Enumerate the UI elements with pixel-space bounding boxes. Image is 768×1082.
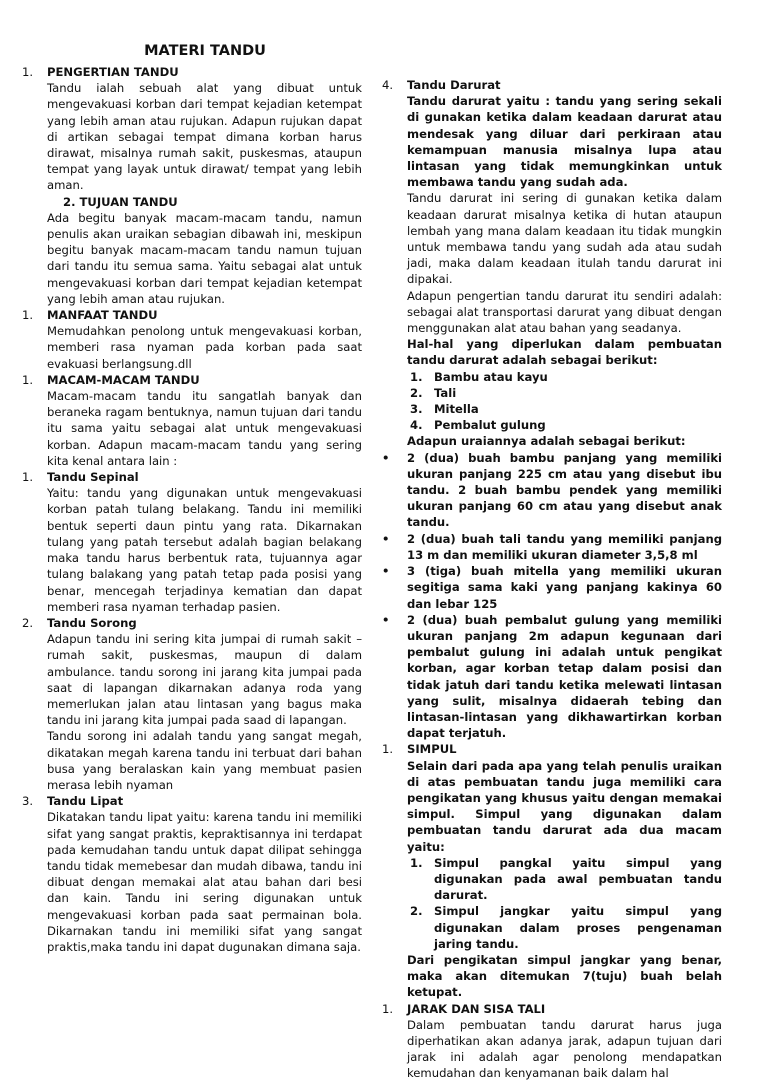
section-body: Tandu darurat ini sering di gunakan ketika dalam keadaan darurat misalnya ketika di hutan ataupun lembah yang mana dalam keadaan itu tidak mungkin untuk membawa tandu yang sudah ada atau sudah jadi, maka dalam keadaan itulah tandu darurat ini dipakai.	[407, 191, 722, 287]
bullet-text: 2 (dua) buah bambu panjang yang memiliki ukuran panjang 225 cm atau yang disebut ibu tandu. 2 buah bambu pendek yang memiliki ukuran panjang 60 cm atau yang disebut anak tandu.	[407, 450, 722, 530]
section-heading: SIMPUL	[407, 742, 457, 757]
bullet-item	[382, 450, 722, 531]
section-heading: Tandu Lipat	[47, 794, 124, 809]
section-bold-paragraph: Dari pengikatan simpul jangkar yang benar, maka akan ditemukan 7(tuju) buah belah ketupat.	[407, 952, 722, 1000]
section-simpul	[382, 741, 722, 1000]
section-bold-paragraph: Selain dari pada apa yang telah penulis uraikan di atas pembuatan tandu juga memiliki cara pengikatan yang khusus yaitu dengan memakai simpul. Simpul yang digunakan dalam pembuatan tandu darurat ada dua macam yaitu:	[407, 758, 722, 854]
section-heading: PENGERTIAN TANDU	[47, 65, 179, 79]
list-item	[407, 855, 722, 904]
section-body: Dalam pembuatan tandu darurat harus juga diperhatikan akan adanya jarak, adapun tujuan dari jarak ini adalah agar penolong mendapatkan kemudahan dan kenyamanan baik dalam hal	[407, 1017, 722, 1081]
section-tujuan	[0, 194, 362, 307]
list-number: 1.	[410, 369, 423, 384]
section-number: 1.	[382, 742, 394, 757]
section-number: 2.	[22, 615, 34, 630]
bullet-icon: •	[382, 564, 390, 579]
bullet-item	[382, 531, 722, 563]
document-title: MATERI TANDU	[144, 43, 266, 59]
bullet-item	[382, 612, 722, 742]
section-heading: 2. TUJUAN TANDU	[63, 194, 178, 209]
section-heading: Tandu Sorong	[47, 615, 137, 630]
list-item	[407, 401, 722, 417]
section-heading: Tandu Darurat	[407, 78, 501, 92]
section-number: 1.	[22, 308, 34, 323]
list-item	[407, 903, 722, 952]
section-tandu-sorong	[0, 615, 362, 793]
section-body: Macam-macam tandu itu sangatlah banyak dan beraneka ragam bentuknya, namun tujuan dari tandu itu sama yaitu sebagai alat untuk mengevakuasi korban. Adapun macam-macam tandu yang sering kita kenal antara lain :	[47, 389, 362, 468]
section-pengertian	[0, 64, 362, 194]
section-body: Adapun pengertian tandu darurat itu sendiri adalah: sebagai alat transportasi darurat yang dibuat dengan menggunakan alat atau bahan yang seadanya.	[407, 288, 722, 336]
bullet-icon: •	[382, 612, 390, 627]
list-text: Simpul pangkal yaitu simpul yang digunakan pada awal pembuatan tandu darurat.	[434, 855, 722, 903]
list-item	[407, 385, 722, 401]
list-item	[407, 369, 722, 385]
list-number: 1.	[410, 855, 423, 870]
section-tandu-sepinal	[0, 469, 362, 615]
section-macam	[0, 372, 362, 469]
section-jarak	[382, 1001, 722, 1082]
bullet-text: 2 (dua) buah tali tandu yang memiliki panjang 13 m dan memiliki ukuran diameter 3,5,8 ml	[407, 531, 722, 562]
bullet-text: 3 (tiga) buah mitella yang memiliki ukuran segitiga sama kaki yang panjang kakinya 60 dan lebar 125	[407, 564, 722, 611]
section-body: Ada begitu banyak macam-macam tandu, namun penulis akan uraikan sebagian dibawah ini, meskipun begitu banyak macam-macam tandu namun tujuan dari tandu itu semua sama. Yaitu sebagai alat untuk mengevakuasi korban dari tempat kejadian ketempat yang lebih aman atau rujukan.	[47, 210, 362, 306]
list-text: Mitella	[434, 402, 479, 417]
section-number: 1.	[22, 470, 34, 485]
section-number: 1.	[22, 372, 34, 387]
section-number: 1.	[382, 1001, 394, 1016]
section-manfaat	[0, 307, 362, 372]
section-body: Yaitu: tandu yang digunakan untuk mengevakuasi korban patah tulang belakang. Tandu ini memiliki bentuk seperti daun pintu yang rata. Dikarnakan tulang yang patah tersebut adalah bagian belakang maka tandu harus berbentuk rata, tujuannya agar tulang balakang yang patah tetap pada posisi yang benar, mencegah terjadinya kematian dan dapat memberi rasa nyaman terhadap pasien.	[47, 486, 362, 614]
section-body: Adapun tandu ini sering kita jumpai di rumah sakit – rumah sakit, puskesmas, maupun di dalam ambulance. tandu sorong ini jarang kita jumpai pada saat di lapangan dikarnakan adanya roda yang memerlukan jalan atau lintasan yang bagus maka tandu ini jarang kita jumpai pada saad di lapangan.	[47, 632, 362, 728]
section-bold-paragraph: Tandu darurat yaitu : tandu yang sering sekali di gunakan ketika dalam keadaan darurat atau mendesak yang diluar dari perkiraan atau kemampuan manusia misalnya lupa atau lintasan yang tidak memungkinkan untuk membawa tandu yang sudah ada.	[407, 94, 722, 190]
bullet-item	[382, 563, 722, 612]
list-text: Tali	[434, 385, 457, 400]
bullet-icon: •	[382, 531, 390, 546]
section-tandu-lipat	[0, 793, 362, 955]
list-number: 4.	[410, 418, 423, 433]
bullet-text: 2 (dua) buah pembalut gulung yang memiliki ukuran panjang 2m adapun kegunaan dari pembalut gulung ini adalah untuk pengikat korban, agar korban tetap dalam posisi dan tidak jatuh dari tandu ketika melewati lintasan yang sulit, misalnya didaerah tebing dan lintasan-lintasan yang dikhawartirkan korban dapat terjatuh.	[407, 612, 722, 741]
bullet-icon: •	[382, 450, 390, 465]
section-bold-paragraph: Adapun uraiannya adalah sebagai berikut:	[407, 434, 686, 449]
section-heading: Tandu Sepinal	[47, 470, 139, 485]
list-number: 2.	[410, 904, 423, 919]
list-number: 2.	[410, 385, 423, 400]
section-number: 4.	[382, 78, 394, 92]
list-number: 3.	[410, 402, 423, 417]
section-body: Memudahkan penolong untuk mengevakuasi korban, memberi rasa nyaman pada korban pada saat evakuasi berlangsung.dll	[47, 324, 362, 371]
list-text: Simpul jangkar yaitu simpul yang digunakan dalam proses pengenaman jaring tandu.	[434, 904, 722, 951]
section-tandu-darurat	[382, 77, 722, 450]
section-heading: MANFAAT TANDU	[47, 308, 158, 323]
list-item	[407, 417, 722, 433]
section-number: 3.	[22, 794, 34, 809]
section-number: 1.	[22, 65, 34, 79]
list-text: Bambu atau kayu	[434, 369, 548, 384]
section-heading: MACAM-MACAM TANDU	[47, 372, 200, 387]
section-body: Tandu sorong ini adalah tandu yang sangat megah, dikatakan megah karena tandu ini terbuat dari bahan busa yang beralaskan kain yang membuat pasien merasa lebih nyaman	[47, 729, 362, 792]
section-bold-paragraph: Hal-hal yang diperlukan dalam pembuatan tandu darurat adalah sebagai berikut:	[407, 337, 722, 368]
section-body: Tandu ialah sebuah alat yang dibuat untuk mengevakuasi korban dari tempat kejadian ketempat yang lebih aman atau rujukan. Adapun rujukan dapat di artikan sebagai tempat dimana korban harus dirawat, misalnya rumah sakit, puskesmas, ataupun tempat yang layak untuk dirawat/ tempat yang lebih aman.	[47, 81, 362, 193]
list-text: Pembalut gulung	[434, 418, 546, 433]
section-heading: JARAK DAN SISA TALI	[407, 1001, 546, 1016]
section-body: Dikatakan tandu lipat yaitu: karena tandu ini memiliki sifat yang sangat praktis, kepraktisannya ini terdapat pada kemudahan tandu untuk dapat dilipat sehingga tandu tidak memebesar dan mudah dibawa, tandu ini dibuat dengan memakai alat atau bahan dari besi dan kain. Tandu ini sering digunakan untuk mengevakuasi korban pada saat permainan bola. Dikarnakan tandu ini memiliki sifat yang sangat praktis,maka tandu ini dapat dugunakan dimana saja.	[47, 810, 362, 954]
